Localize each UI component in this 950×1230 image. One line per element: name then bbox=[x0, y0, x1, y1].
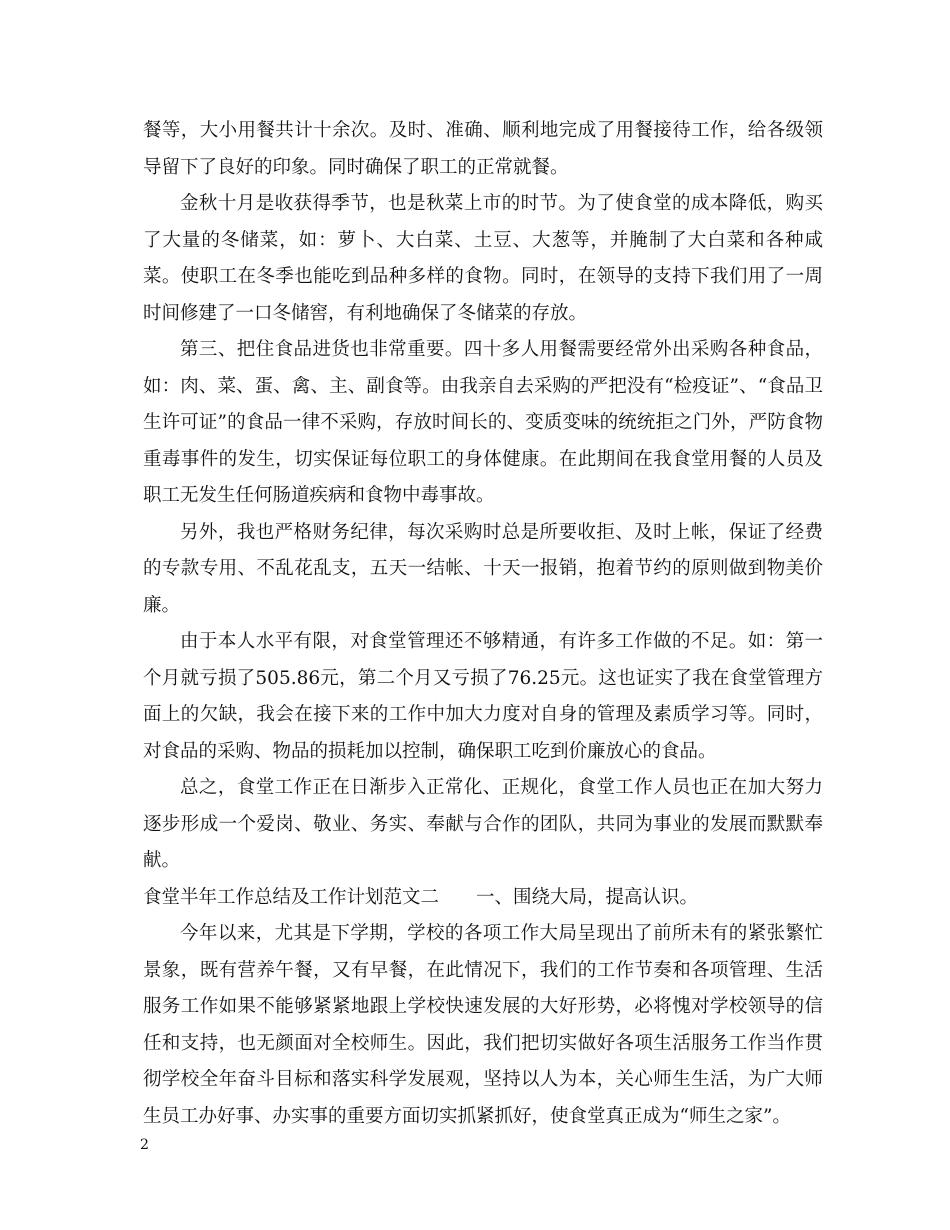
paragraph-2: 金秋十月是收获得季节，也是秋菜上市的时节。为了使食堂的成本降低，购买了大量的冬储菜，如：萝卜、大白菜、土豆、大葱等，并腌制了大白菜和各种咸菜。使职工在冬季也能吃到品种多样的食物。同时，在领导的支持下我们用了一周时间修建了一口冬储窖，有利地确保了冬储菜的存放。 bbox=[143, 193, 823, 324]
document-body bbox=[143, 113, 823, 1135]
paragraph-6: 总之，食堂工作正在日渐步入正常化、正规化，食堂工作人员也正在加大努力逐步形成一个爱岗、敬业、务实、奉献与合作的团队，共同为事业的发展而默默奉献。 bbox=[143, 777, 823, 871]
section-heading: 食堂半年工作总结及工作计划范文二 一、围绕大局，提高认识。 bbox=[143, 886, 699, 908]
page-number: 2 bbox=[140, 1137, 149, 1153]
paragraph-1: 餐等，大小用餐共计十余次。及时、准确、顺利地完成了用餐接待工作，给各级领导留下了良好的印象。同时确保了职工的正常就餐。 bbox=[143, 120, 823, 178]
paragraph-3: 第三、把住食品进货也非常重要。四十多人用餐需要经常外出采购各种食品，如：肉、菜、蛋、禽、主、副食等。由我亲自去采购的严把没有“检疫证”、“食品卫生许可证”的食品一律不采购，存放时间长的、变质变味的统统拒之门外，严防食物重毒事件的发生，切实保证每位职工的身体健康。在此期间在我食堂用餐的人员及职工无发生任何肠道疾病和食物中毒事故。 bbox=[143, 339, 823, 506]
paragraph-7: 今年以来，尤其是下学期，学校的各项工作大局呈现出了前所未有的紧张繁忙景象，既有营养午餐，又有早餐，在此情况下，我们的工作节奏和各项管理、生活服务工作如果不能够紧紧地跟上学校快速发展的大好形势，必将愧对学校领导的信任和支持，也无颜面对全校师生。因此，我们把切实做好各项生活服务工作当作贯彻学校全年奋斗目标和落实科学发展观，坚持以人为本，关心师生生活，为广大师生员工办好事、办实事的重要方面切实抓紧抓好，使食堂真正成为“师生之家”。 bbox=[143, 923, 823, 1127]
paragraph-5: 由于本人水平有限，对食堂管理还不够精通，有许多工作做的不足。如：第一个月就亏损了505.86元，第二个月又亏损了76.25元。这也证实了我在食堂管理方面上的欠缺，我会在接下来的工作中加大力度对自身的管理及素质学习等。同时，对食品的采购、物品的损耗加以控制，确保职工吃到价廉放心的食品。 bbox=[143, 631, 823, 762]
paragraph-4: 另外，我也严格财务纪律，每次采购时总是所要收拒、及时上帐，保证了经费的专款专用、不乱花乱支，五天一结帐、十天一报销，抱着节约的原则做到物美价廉。 bbox=[143, 521, 823, 616]
